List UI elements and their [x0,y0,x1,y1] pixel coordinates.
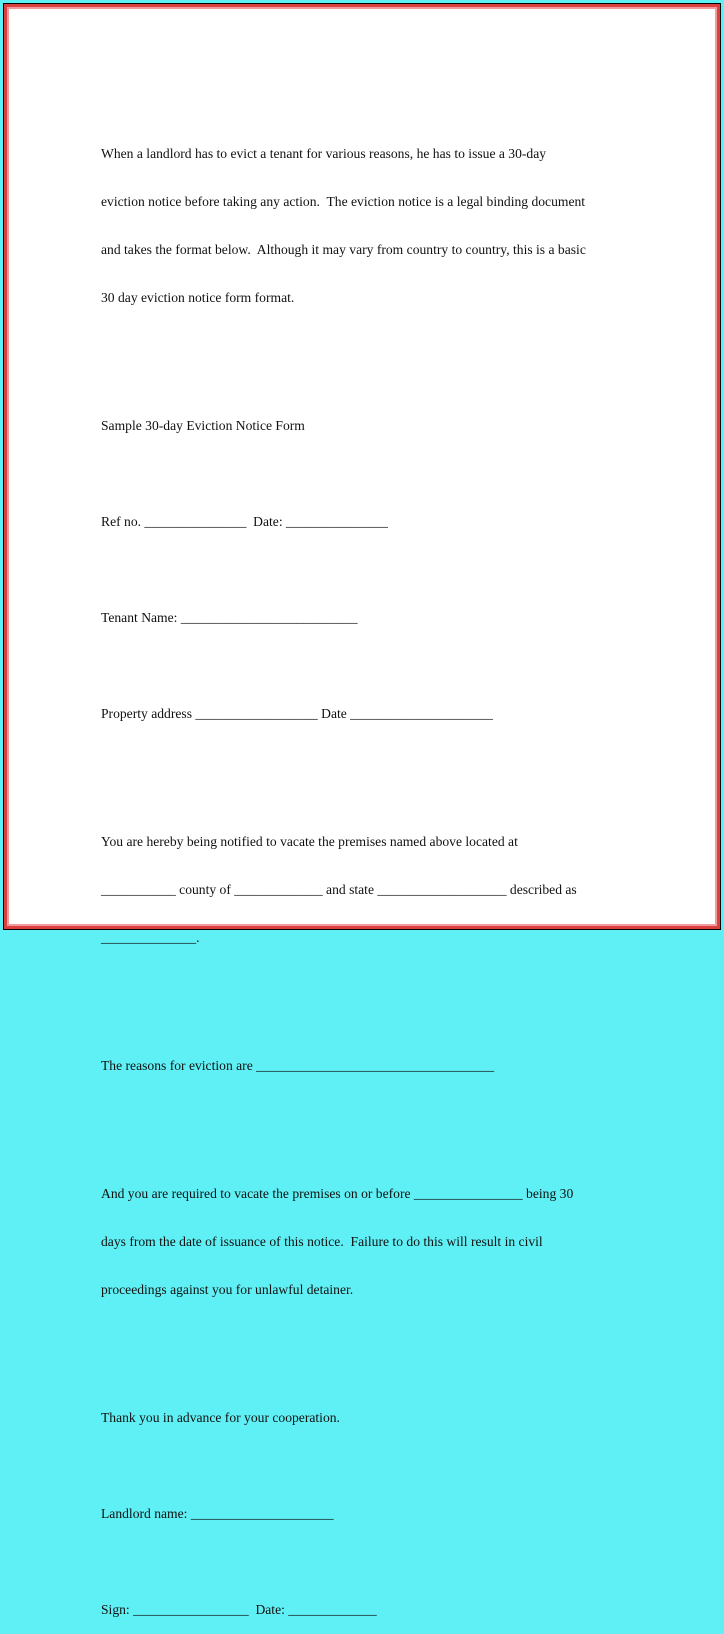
property-address-line: Property address __________________ Date _____________________ [101,706,493,721]
sign-date-line: Sign: _________________ Date: _____________ [101,1602,377,1617]
intro-line: and takes the format below. Although it may vary from country to country, this is a basic [101,242,586,257]
intro-line: eviction notice before taking any action. The eviction notice is a legal binding document [101,194,586,209]
required-line: days from the date of issuance of this notice. Failure to do this will result in civil [101,1234,543,1249]
eviction-notice-text [101,82,586,1634]
notified-line: ___________ county of _____________ and state ___________________ described as [101,882,577,897]
landlord-name-line: Landlord name: _____________________ [101,1506,334,1521]
ref-date-line: Ref no. _______________ Date: _______________ [101,514,388,529]
notified-line: ______________. [101,930,200,945]
thanks-line: Thank you in advance for your cooperation. [101,1410,340,1425]
intro-line: 30 day eviction notice form format. [101,290,295,305]
intro-paragraph [101,114,586,338]
reasons-line: The reasons for eviction are ___________________________________ [101,1058,495,1073]
form-title: Sample 30-day Eviction Notice Form [101,418,305,433]
required-line: And you are required to vacate the premises on or before ________________ being 30 [101,1186,574,1201]
required-paragraph [101,1154,586,1330]
tenant-name-line: Tenant Name: __________________________ [101,610,358,625]
notified-paragraph [101,802,586,978]
required-line: proceedings against you for unlawful detainer. [101,1282,354,1297]
notified-line: You are hereby being notified to vacate the premises named above located at [101,834,518,849]
intro-line: When a landlord has to evict a tenant for various reasons, he has to issue a 30-day [101,146,547,161]
